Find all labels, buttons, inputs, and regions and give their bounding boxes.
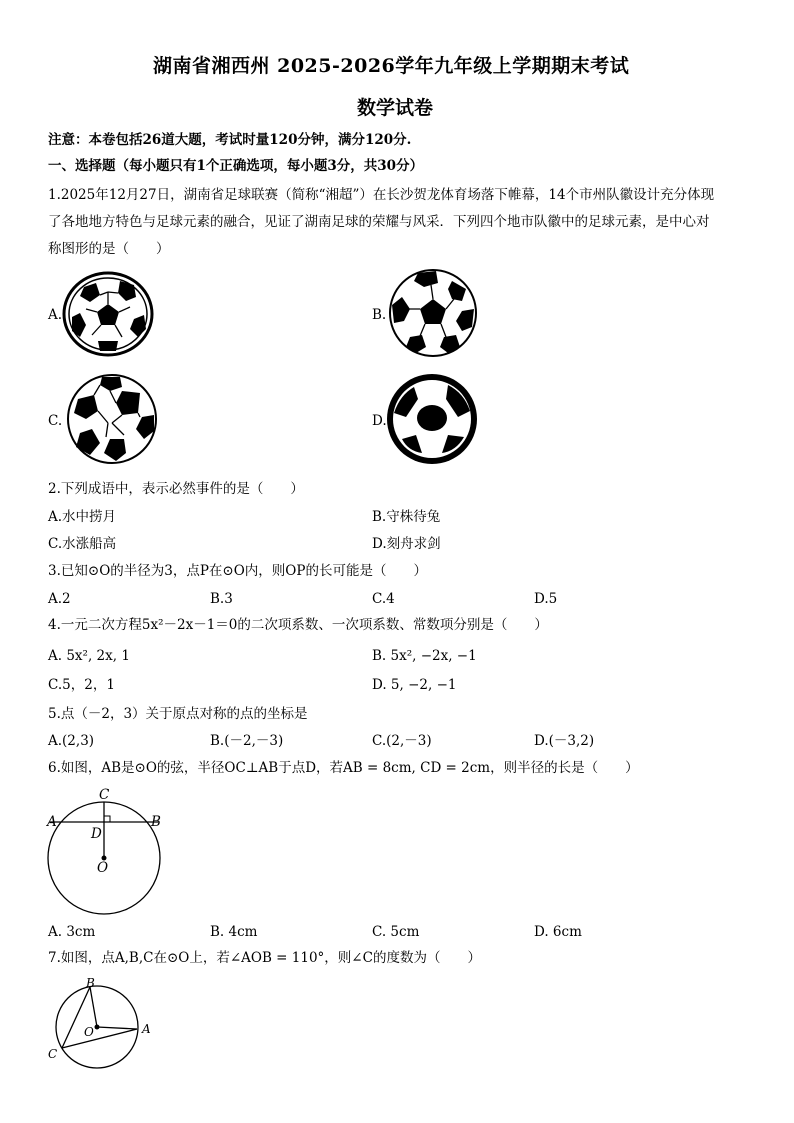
soccer-ball-b-image [388,269,478,357]
q2-option-a: A.水中捞月 [48,509,117,525]
section-heading: 一、选择题（每小题只有1个正确选项，每小题3分，共30分） [48,158,424,174]
exam-title: 湖南省湘西州 2025-2026学年九年级上学期期末考试 [153,55,630,77]
q6-label-d: D [91,826,102,842]
q5-option-d: D.(－3,2) [534,733,595,749]
exam-notice: 注意：本卷包括26道大题，考试时量120分钟，满分120分. [48,132,412,148]
soccer-ball-a-image [62,271,154,357]
q7-label-b: B [86,976,95,990]
q6-option-d: D. 6cm [534,924,582,940]
q1-option-a-label: A. [48,307,63,323]
q6-label-o: O [97,860,109,876]
q6-option-a: A. 3cm [48,924,96,940]
q2-option-b: B.守株待兔 [372,509,441,525]
q6-label-b: B [151,814,161,830]
q7-label-c: C [48,1047,58,1061]
q7-stem: 7.如图，点A,B,C在⊙O上，若∠AOB = 110°，则∠C的度数为（ ） [48,950,481,966]
q6-stem: 6.如图，AB是⊙O的弦，半径OC⊥AB于点D，若AB = 8cm, CD = 2cm，则半径的长是（ ） [48,760,639,776]
q1-option-b-label: B. [372,307,387,323]
q3-option-c: C.4 [372,591,395,607]
q7-label-o: O [84,1025,94,1039]
q1-option-d-label: D. [372,413,387,429]
q2-stem: 2.下列成语中，表示必然事件的是（ ） [48,481,304,497]
q1-stem-line3: 称图形的是（ ） [48,241,170,257]
exam-subtitle: 数学试卷 [357,97,434,119]
soccer-ball-d-image [386,373,478,465]
q5-stem: 5.点（－2，3）关于原点对称的点的坐标是 [48,706,308,722]
q3-option-b: B.3 [210,591,233,607]
q4-option-d: D. 5, −2, −1 [372,677,457,693]
q6-label-c: C [99,787,110,803]
q4-stem: 4.一元二次方程5x²－2x－1＝0的二次项系数、一次项系数、常数项分别是（ ） [48,617,548,633]
q3-stem: 3.已知⊙O的半径为3，点P在⊙O内，则OP的长可能是（ ） [48,563,427,579]
q4-option-c: C.5，2，1 [48,677,115,693]
q6-option-b: B. 4cm [210,924,258,940]
soccer-ball-c-image [66,373,158,465]
q1-option-c-label: C. [48,413,63,429]
q3-option-a: A.2 [48,591,71,607]
q1-stem-line1: 1.2025年12月27日，湖南省足球联赛（简称“湘超”）在长沙贺龙体育场落下帷幕，14个市州队徽设计充分体现 [48,187,715,203]
q6-circle-figure [44,784,168,920]
q5-option-a: A.(2,3) [48,733,95,749]
q7-circle-figure [50,980,150,1070]
q6-label-a: A [47,814,57,830]
q2-option-d: D.刻舟求剑 [372,536,441,552]
q5-option-c: C.(2,－3) [372,733,432,749]
q4-option-b: B. 5x², −2x, −1 [372,648,477,664]
q6-option-c: C. 5cm [372,924,420,940]
q3-option-d: D.5 [534,591,558,607]
q7-label-a: A [142,1022,151,1036]
q2-option-c: C.水涨船高 [48,536,117,552]
q5-option-b: B.(－2,－3) [210,733,284,749]
q1-stem-line2: 了各地地方特色与足球元素的融合，见证了湖南足球的荣耀与风采．下列四个地市队徽中的足球元素，是中心对 [48,214,710,230]
q4-option-a: A. 5x², 2x, 1 [48,648,130,664]
